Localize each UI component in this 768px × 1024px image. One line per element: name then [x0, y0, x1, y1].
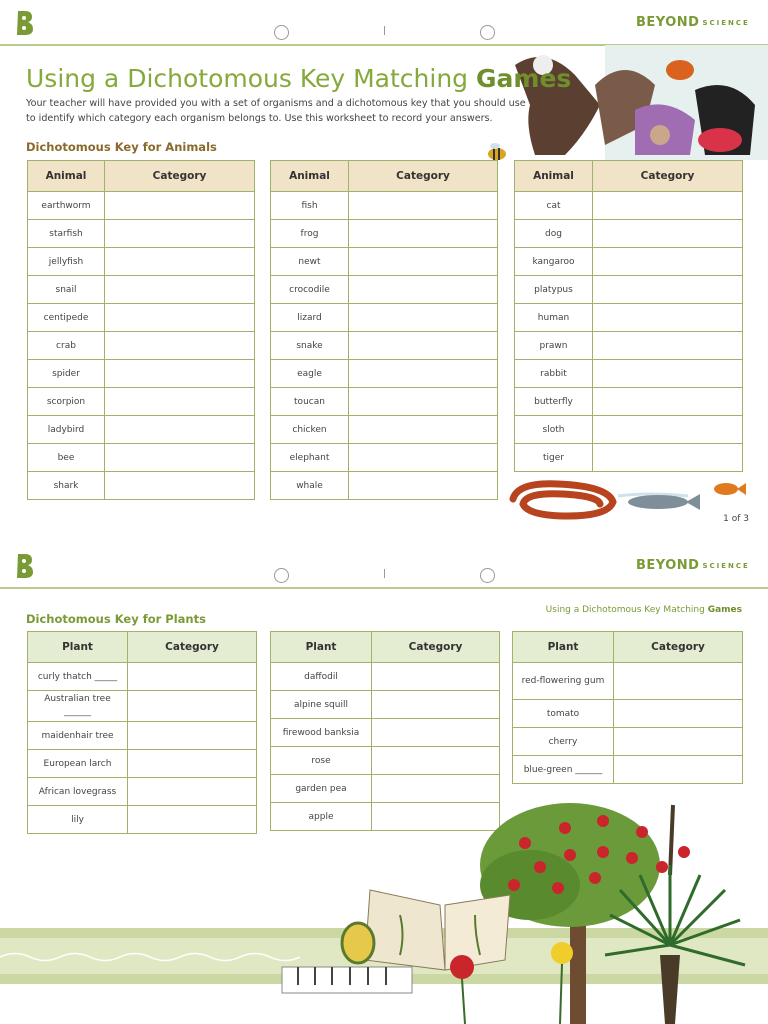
- plant-name: alpine squill: [271, 691, 372, 719]
- table-row: [28, 750, 257, 778]
- category-answer-cell[interactable]: [128, 778, 257, 806]
- plant-name: cherry: [513, 728, 614, 756]
- animal-name: starfish: [28, 220, 105, 248]
- binder-hole: [480, 25, 495, 40]
- table-row: [28, 248, 255, 276]
- page-number: 1 of 3: [723, 514, 749, 524]
- category-answer-cell[interactable]: [105, 304, 255, 332]
- table-row: [271, 444, 498, 472]
- category-answer-cell[interactable]: [105, 360, 255, 388]
- running-title: Using a Dichotomous Key Matching Games: [545, 605, 742, 615]
- binder-hole: [480, 568, 495, 583]
- category-answer-cell[interactable]: [593, 360, 743, 388]
- category-answer-cell[interactable]: [349, 304, 498, 332]
- animal-name: elephant: [271, 444, 349, 472]
- animal-collage-illustration: [505, 45, 768, 160]
- intro-text: Your teacher will have provided you with a set of organisms and a dichotomous key that you should use to identify which category each organism belongs to. Use this worksheet to record your answers.: [26, 98, 526, 124]
- category-answer-cell[interactable]: [105, 332, 255, 360]
- binder-mark: [384, 569, 385, 578]
- table-row: [28, 663, 257, 691]
- animal-name: sloth: [515, 416, 593, 444]
- category-answer-cell[interactable]: [105, 220, 255, 248]
- col-header-category: Category: [593, 161, 743, 192]
- header-rule: [0, 587, 768, 589]
- table-row: [28, 192, 255, 220]
- plant-name: curly thatch _____: [28, 663, 128, 691]
- category-answer-cell[interactable]: [593, 276, 743, 304]
- animal-name: fish: [271, 192, 349, 220]
- col-header-animal: Animal: [28, 161, 105, 192]
- animal-name: human: [515, 304, 593, 332]
- category-answer-cell[interactable]: [614, 700, 743, 728]
- table-row: [515, 276, 743, 304]
- table-row: [271, 360, 498, 388]
- col-header-category: Category: [128, 632, 257, 663]
- table-row: [28, 360, 255, 388]
- animal-table-1: [27, 160, 255, 500]
- animal-name: frog: [271, 220, 349, 248]
- plant-name: daffodil: [271, 663, 372, 691]
- wavy-line-decoration: [0, 950, 300, 964]
- animal-name: dog: [515, 220, 593, 248]
- table-row: [515, 220, 743, 248]
- category-answer-cell[interactable]: [105, 416, 255, 444]
- table-row: [515, 444, 743, 472]
- table-row: [28, 806, 257, 834]
- category-answer-cell[interactable]: [105, 276, 255, 304]
- animal-name: chicken: [271, 416, 349, 444]
- table-row: [513, 728, 743, 756]
- table-row: [271, 747, 500, 775]
- col-header-animal: Animal: [515, 161, 593, 192]
- col-header-plant: Plant: [28, 632, 128, 663]
- animal-name: newt: [271, 248, 349, 276]
- brand-name: BEYOND SCIENCE: [636, 558, 750, 573]
- animal-name: scorpion: [28, 388, 105, 416]
- plant-name: African lovegrass: [28, 778, 128, 806]
- col-header-category: Category: [105, 161, 255, 192]
- category-answer-cell[interactable]: [593, 388, 743, 416]
- table-row: [515, 192, 743, 220]
- category-answer-cell[interactable]: [593, 192, 743, 220]
- plant-name: red-flowering gum: [513, 663, 614, 700]
- table-row: [271, 276, 498, 304]
- category-answer-cell[interactable]: [349, 444, 498, 472]
- plant-name: blue-green ______: [513, 756, 614, 784]
- category-answer-cell[interactable]: [593, 444, 743, 472]
- animal-name: cat: [515, 192, 593, 220]
- table-row: [271, 416, 498, 444]
- table-row: [28, 472, 255, 500]
- col-header-plant: Plant: [513, 632, 614, 663]
- category-answer-cell[interactable]: [128, 722, 257, 750]
- category-answer-cell[interactable]: [372, 663, 500, 691]
- table-row: [28, 778, 257, 806]
- table-row: [515, 304, 743, 332]
- table-row: [28, 304, 255, 332]
- category-answer-cell[interactable]: [349, 332, 498, 360]
- animal-name: crab: [28, 332, 105, 360]
- animal-name: crocodile: [271, 276, 349, 304]
- animal-name: tiger: [515, 444, 593, 472]
- plant-name: apple: [271, 803, 372, 831]
- category-answer-cell[interactable]: [128, 691, 257, 722]
- category-answer-cell[interactable]: [105, 472, 255, 500]
- animal-name: jellyfish: [28, 248, 105, 276]
- table-row: [28, 220, 255, 248]
- category-answer-cell[interactable]: [349, 192, 498, 220]
- table-row: [513, 700, 743, 728]
- category-answer-cell[interactable]: [372, 719, 500, 747]
- category-answer-cell[interactable]: [614, 756, 743, 784]
- category-answer-cell[interactable]: [128, 806, 257, 834]
- category-answer-cell[interactable]: [614, 663, 743, 700]
- table-row: [28, 416, 255, 444]
- table-row: [28, 722, 257, 750]
- category-answer-cell[interactable]: [593, 304, 743, 332]
- table-row: [271, 332, 498, 360]
- animal-name: eagle: [271, 360, 349, 388]
- category-answer-cell[interactable]: [349, 360, 498, 388]
- binder-mark: [384, 26, 385, 35]
- table-row: [28, 691, 257, 722]
- plant-name: firewood banksia: [271, 719, 372, 747]
- animal-name: shark: [28, 472, 105, 500]
- animal-name: ladybird: [28, 416, 105, 444]
- col-header-animal: Animal: [271, 161, 349, 192]
- col-header-category: Category: [372, 632, 500, 663]
- animal-name: rabbit: [515, 360, 593, 388]
- category-answer-cell[interactable]: [593, 220, 743, 248]
- animal-name: lizard: [271, 304, 349, 332]
- table-row: [271, 472, 498, 500]
- animal-name: kangaroo: [515, 248, 593, 276]
- category-answer-cell[interactable]: [349, 248, 498, 276]
- animal-name: toucan: [271, 388, 349, 416]
- category-answer-cell[interactable]: [593, 332, 743, 360]
- category-answer-cell[interactable]: [593, 248, 743, 276]
- category-answer-cell[interactable]: [593, 416, 743, 444]
- category-answer-cell[interactable]: [349, 276, 498, 304]
- category-answer-cell[interactable]: [614, 728, 743, 756]
- animal-name: centipede: [28, 304, 105, 332]
- category-answer-cell[interactable]: [128, 750, 257, 778]
- animal-name: earthworm: [28, 192, 105, 220]
- animals-section-heading: Dichotomous Key for Animals: [26, 140, 217, 154]
- plant-name: maidenhair tree: [28, 722, 128, 750]
- category-answer-cell[interactable]: [372, 747, 500, 775]
- animal-table-3: [514, 160, 743, 472]
- plant-name: lily: [28, 806, 128, 834]
- beyond-logo-icon: [15, 10, 35, 36]
- plants-section-heading: Dichotomous Key for Plants: [26, 612, 206, 626]
- table-row: [515, 248, 743, 276]
- table-row: [515, 416, 743, 444]
- category-answer-cell[interactable]: [349, 388, 498, 416]
- brand-name: BEYOND SCIENCE: [636, 15, 750, 30]
- table-row: [271, 691, 500, 719]
- table-row: [271, 663, 500, 691]
- table-row: [28, 276, 255, 304]
- animal-name: platypus: [515, 276, 593, 304]
- col-header-category: Category: [614, 632, 743, 663]
- table-row: [515, 388, 743, 416]
- table-row: [271, 248, 498, 276]
- worksheet-title: Using a Dichotomous Key Matching Games: [26, 64, 572, 93]
- col-header-plant: Plant: [271, 632, 372, 663]
- animal-name: snail: [28, 276, 105, 304]
- table-row: [271, 388, 498, 416]
- category-answer-cell[interactable]: [105, 192, 255, 220]
- table-row: [271, 192, 498, 220]
- plant-table-1: [27, 631, 257, 834]
- category-answer-cell[interactable]: [349, 416, 498, 444]
- animal-name: snake: [271, 332, 349, 360]
- col-header-category: Category: [349, 161, 498, 192]
- animal-name: whale: [271, 472, 349, 500]
- table-row: [28, 444, 255, 472]
- animal-name: prawn: [515, 332, 593, 360]
- animal-name: spider: [28, 360, 105, 388]
- table-row: [271, 304, 498, 332]
- table-row: [28, 332, 255, 360]
- table-row: [515, 360, 743, 388]
- plant-table-3: [512, 631, 743, 784]
- animal-name: bee: [28, 444, 105, 472]
- category-answer-cell[interactable]: [105, 444, 255, 472]
- plant-name: garden pea: [271, 775, 372, 803]
- plant-name: European larch: [28, 750, 128, 778]
- animal-table-2: [270, 160, 498, 500]
- table-row: [513, 756, 743, 784]
- binder-hole: [274, 568, 289, 583]
- plant-name: tomato: [513, 700, 614, 728]
- snake-and-fish-illustration: [508, 474, 758, 524]
- table-row: [271, 719, 500, 747]
- category-answer-cell[interactable]: [105, 248, 255, 276]
- category-answer-cell[interactable]: [128, 663, 257, 691]
- table-row: [515, 332, 743, 360]
- animal-name: butterfly: [515, 388, 593, 416]
- category-answer-cell[interactable]: [372, 691, 500, 719]
- category-answer-cell[interactable]: [349, 472, 498, 500]
- plant-name: rose: [271, 747, 372, 775]
- table-row: [28, 388, 255, 416]
- plants-book-illustration: [270, 795, 768, 1024]
- category-answer-cell[interactable]: [105, 388, 255, 416]
- binder-hole: [274, 25, 289, 40]
- table-row: [513, 663, 743, 700]
- category-answer-cell[interactable]: [349, 220, 498, 248]
- plant-name: Australian tree ______: [28, 691, 128, 722]
- beyond-logo-icon: [15, 553, 35, 579]
- table-row: [271, 220, 498, 248]
